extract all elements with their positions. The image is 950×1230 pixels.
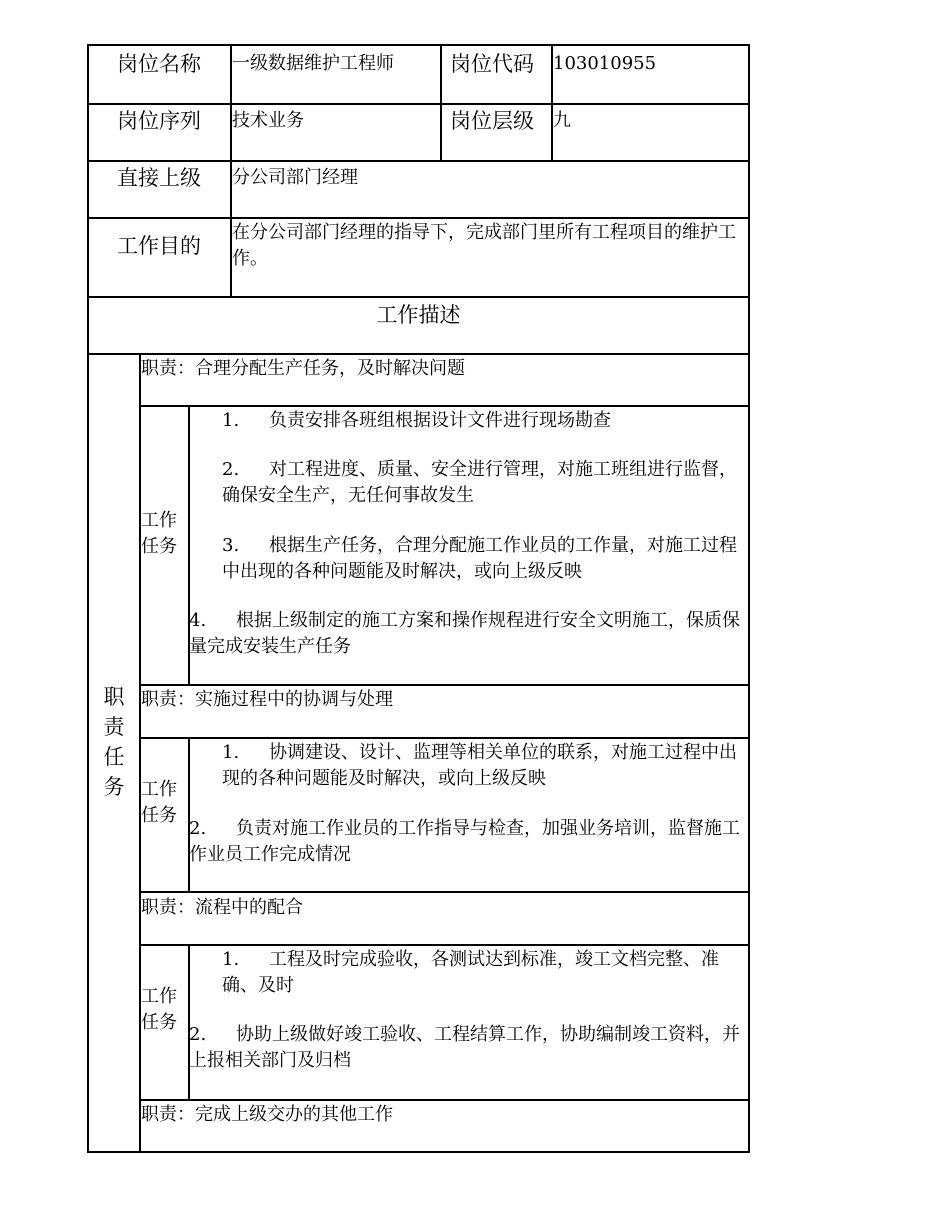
row-line [139,737,750,739]
task-item [222,408,740,434]
row-line [87,1151,750,1153]
task-item [189,816,745,868]
objective-value: 在分公司部门经理的指导下，完成部门里所有工程项目的维护工作。 [232,222,736,269]
row-line [139,891,750,893]
position-level-value: 九 [553,110,571,131]
task-number: 1. [222,742,240,763]
task-number: 3. [222,535,240,556]
col-line [748,44,750,1153]
position-code-value: 103010955 [553,53,657,74]
duty-title: 职责：实施过程中的协调与处理 [141,689,393,710]
duty-title: 职责：完成上级交办的其他工作 [141,1104,393,1125]
task-item [222,740,740,792]
superior-value: 分公司部门经理 [232,167,358,188]
col-line [87,44,89,1153]
position-name-label: 岗位名称 [117,52,201,76]
task-label: 工作任务 [141,510,177,557]
position-level-label: 岗位层级 [450,109,534,133]
task-number: 1. [222,949,240,970]
objective-label: 工作目的 [117,234,201,258]
task-number: 4. [189,610,207,631]
task-label: 工作任务 [141,986,177,1033]
row-line [87,160,750,162]
row-line [139,1099,750,1101]
row-line [87,296,750,298]
task-text: 根据上级制定的施工方案和操作规程进行安全文明施工，保质保量完成安装生产任务 [189,610,740,657]
task-text: 负责对施工作业员的工作指导与检查，加强业务培训，监督施工作业员工作完成情况 [189,818,740,865]
task-item [222,947,740,999]
task-number: 2. [189,1024,207,1045]
col-line [188,737,190,893]
duty-title: 职责：流程中的配合 [141,897,303,918]
task-text: 根据生产任务，合理分配施工作业员的工作量，对施工过程中出现的各种问题能及时解决，或向上级反映 [222,535,737,582]
task-label: 工作任务 [141,779,177,826]
task-item [189,608,745,660]
row-line [139,944,750,946]
duty-title: 职责：合理分配生产任务，及时解决问题 [141,358,465,379]
position-series-label: 岗位序列 [117,109,201,133]
task-number: 2. [189,818,207,839]
position-code-label: 岗位代码 [450,52,534,76]
description-title: 工作描述 [376,303,461,327]
duties-label: 职 责 任 务 [103,685,125,799]
row-line [87,44,750,46]
superior-label: 直接上级 [117,166,201,190]
task-item [222,457,740,509]
row-line [87,217,750,219]
row-line [87,353,750,355]
task-text: 工程及时完成验收，各测试达到标准，竣工文档完整、准确、及时 [222,949,719,996]
position-name-value: 一级数据维护工程师 [232,53,394,74]
task-item [222,533,740,585]
row-line [87,103,750,105]
task-text: 协调建设、设计、监理等相关单位的联系，对施工过程中出现的各种问题能及时解决，或向上级反映 [222,742,737,789]
task-number: 1. [222,410,240,431]
row-line [139,684,750,686]
task-number: 2. [222,459,240,480]
position-series-value: 技术业务 [232,110,304,131]
task-text: 对工程进度、质量、安全进行管理，对施工班组进行监督，确保安全生产，无任何事故发生 [222,459,737,506]
task-text: 协助上级做好竣工验收、工程结算工作，协助编制竣工资料，并上报相关部门及归档 [189,1024,740,1071]
task-text: 负责安排各班组根据设计文件进行现场勘查 [269,410,611,431]
task-item [189,1022,745,1074]
row-line [139,405,750,407]
col-line [440,44,442,162]
